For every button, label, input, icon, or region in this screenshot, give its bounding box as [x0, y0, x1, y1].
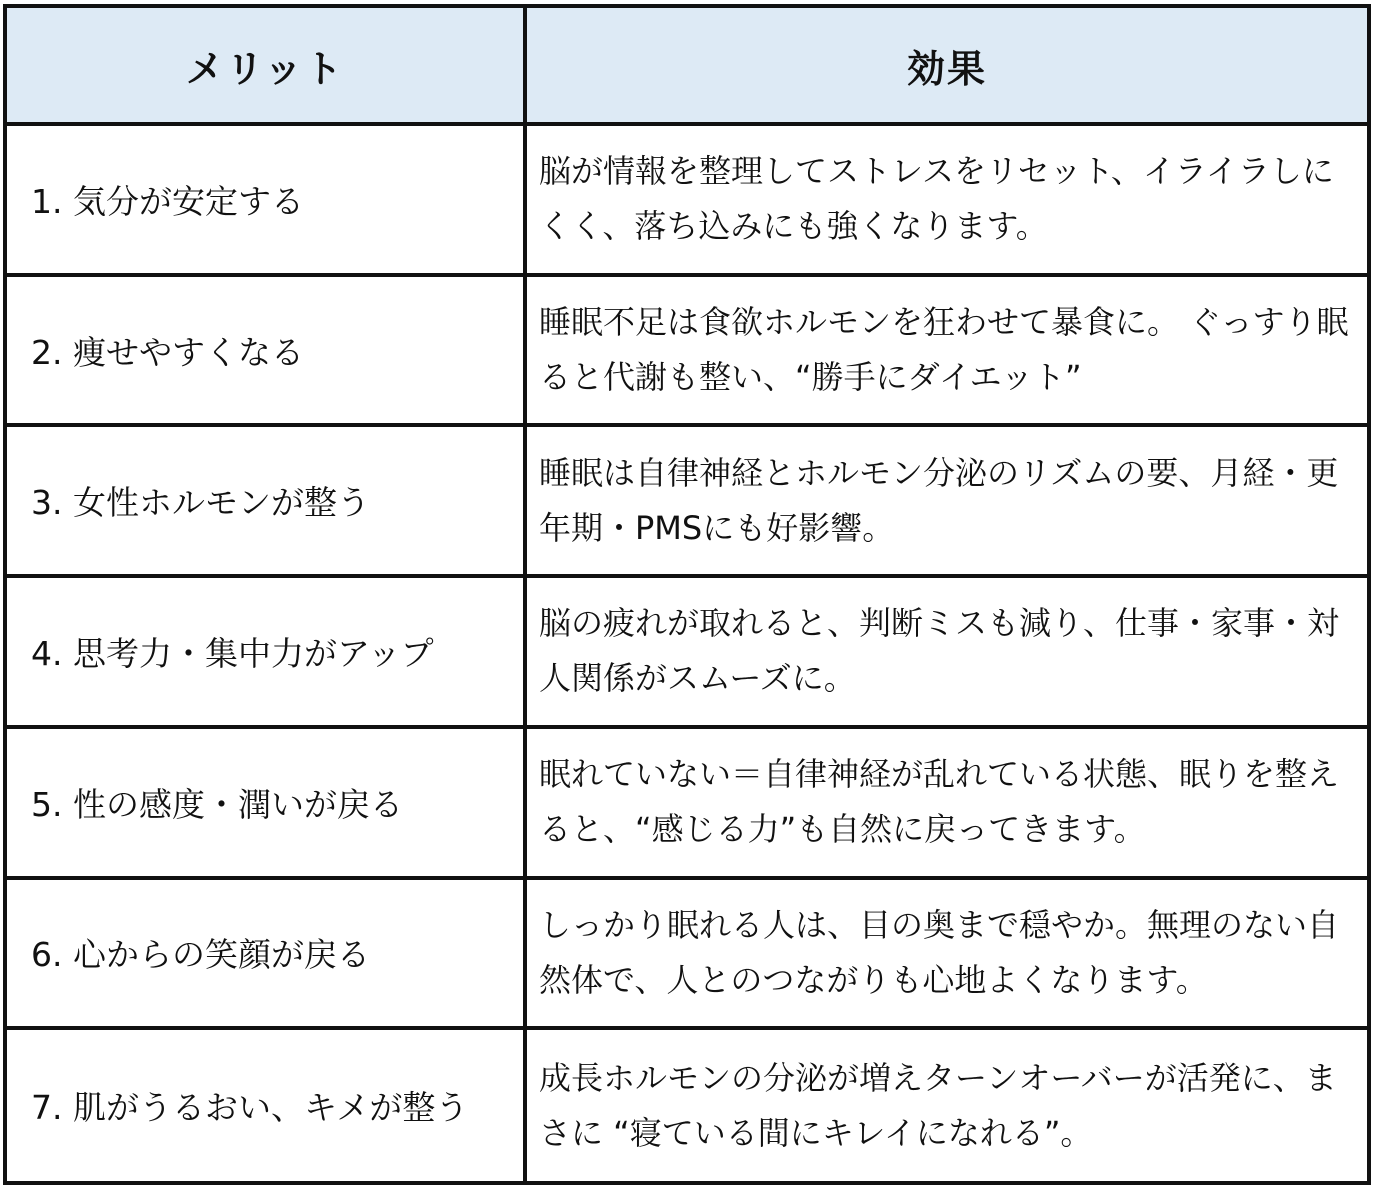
benefits-table	[3, 4, 1371, 1185]
row-7-merit: 7. 肌がうるおい、キメが整う	[7, 1030, 527, 1181]
row-6-effect: しっかり眠れる人は、目の奥まで穏やか。無理のない自然体で、人とのつながりも心地よくなります。	[527, 880, 1367, 1031]
row-6-merit: 6. 心からの笑顔が戻る	[7, 880, 527, 1031]
row-1-effect: 脳が情報を整理してストレスをリセット、イライラしにくく、落ち込みにも強くなります。	[527, 126, 1367, 277]
row-2-effect: 睡眠不足は食欲ホルモンを狂わせて暴食に。 ぐっすり眠ると代謝も整い、“勝手にダイエット”	[527, 277, 1367, 428]
header-merit: メリット	[7, 8, 527, 126]
row-5-merit: 5. 性の感度・潤いが戻る	[7, 729, 527, 880]
row-2-merit: 2. 痩せやすくなる	[7, 277, 527, 428]
row-4-effect: 脳の疲れが取れると、判断ミスも減り、仕事・家事・対人関係がスムーズに。	[527, 578, 1367, 729]
row-5-effect: 眠れていない＝自律神経が乱れている状態、眠りを整えると、“感じる力”も自然に戻ってきます。	[527, 729, 1367, 880]
row-7-effect: 成長ホルモンの分泌が増えターンオーバーが活発に、まさに “寝ている間にキレイになれる”。	[539, 1058, 1337, 1152]
row-1-merit: 1. 気分が安定する	[7, 126, 527, 277]
row-4-merit: 4. 思考力・集中力がアップ	[7, 578, 527, 729]
row-3-effect: 睡眠は自律神経とホルモン分泌のリズムの要、月経・更年期・PMSにも好影響。	[527, 427, 1367, 578]
header-effect: 効果	[527, 8, 1367, 126]
row-3-merit: 3. 女性ホルモンが整う	[7, 427, 527, 578]
